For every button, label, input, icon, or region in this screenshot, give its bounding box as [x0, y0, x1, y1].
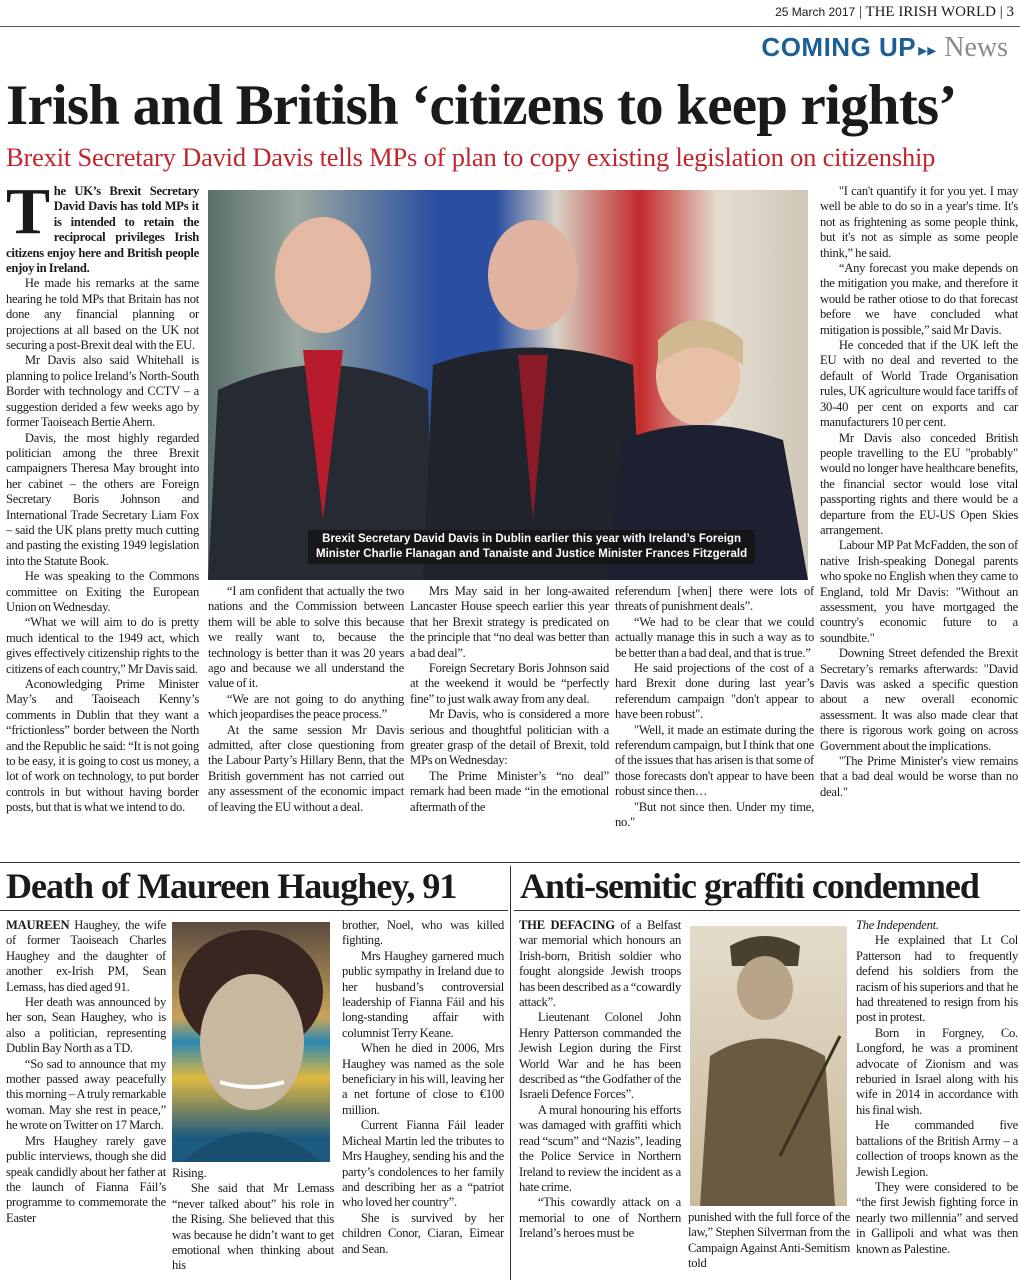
- portrait: [172, 922, 330, 1162]
- kicker: MAUREEN: [6, 918, 70, 932]
- paragraph-list: [6, 995, 166, 1226]
- graffiti-column-1: [519, 918, 681, 1242]
- paragraph: Mr Davis also said Whitehall is planning to police Ireland’s North-South Border with technology and CCTV – a suggestion derided a few weeks ago by former Taoiseach Bertie Ahern.: [6, 353, 199, 430]
- paragraph: Rising.: [172, 1166, 207, 1180]
- section-name: News: [944, 32, 1008, 63]
- patterson-photo: [690, 926, 847, 1206]
- paragraph: He said projections of the cost of a hard Brexit done during last year’s referendum campaign "don't appear to have been robust".: [615, 661, 814, 722]
- headline-rule: [514, 910, 1020, 911]
- paragraph: "The Prime Minister's view remains that a bad deal would be worse than no deal.": [820, 754, 1018, 799]
- paragraph: At the same session Mr Davis admitted, after close questioning from the Labour Party’s Hillary Benn, that the British government has not carried out any assessment of the economic impact of leaving the EU without a deal.: [208, 722, 404, 814]
- caption-line: Brexit Secretary David Davis in Dublin earlier this year with Ireland’s Foreign: [322, 533, 741, 545]
- haughey-headline: Death of Maureen Haughey, 91: [6, 866, 457, 906]
- lead-paragraph: [6, 918, 166, 995]
- graffiti-headline: Anti-semitic graffiti condemned: [520, 866, 979, 906]
- paragraph: “Any forecast you make depends on the mitigation you make, and therefore it would be rather otiose to do that forecast before we have concluded what mitigation is possible,” said Mr Davis.: [820, 261, 1018, 337]
- paragraph: Aconowledging Prime Minister May’s and Taoiseach Kenny’s comments in Dublin that they want a “frictionless” border between the North and the Republic he said: “It is not going to be easy, it is going to cost us money, a lot of work on technology, to put border controls in but without having border posts, but that is what we intend to do.: [6, 677, 199, 815]
- main-photo: [208, 190, 808, 580]
- paragraph-list: [519, 1010, 681, 1241]
- drop-cap: T: [6, 175, 50, 248]
- paragraph-list: [6, 276, 199, 815]
- article-column-3: [410, 584, 609, 815]
- lead-text: Haughey, the wife of former Taoiseach Charles Haughey and the daughter of another ex-Irish PM, Sean Lemass, has died aged 91.: [6, 918, 166, 994]
- article-column-4: [615, 584, 814, 831]
- paragraph: Mrs May said in her long-awaited Lancaster House speech earlier this year that her Brexit strategy is predicated on the principle that “no deal was better than a bad deal”.: [410, 584, 609, 660]
- paragraph: Downing Street defended the Brexit Secretary’s remarks afterwards: "David Davis was asked a specific question about a new overall economic assessment. It was also made clear that there is rigorous work going on across Government about the implications.: [820, 646, 1018, 753]
- paragraph: "I can't quantify it for you yet. I may well be able to do so in a year's time. It's not as frightening as some people think, but it's not as simple as some people think,” he said.: [820, 184, 1018, 260]
- lead-text: of a Belfast war memorial which honours an Irish-born, British soldier who fought alongside Jewish troops has been described as a “cowardly attack”.: [519, 918, 681, 1010]
- paragraph: He conceded that if the UK left the EU with no deal and reverted to the default of World Trade Organisation rules, UK agriculture would face tariffs of 30-40 per cent on exports and car manufacturers 10 per cent.: [820, 338, 1018, 430]
- paragraph-list: [342, 949, 504, 1257]
- paragraph: She said that Mr Lemass “never talked about” his role in the Rising. She believed that this was because he didn’t want to get emotional when thinking about his: [172, 1181, 334, 1273]
- main-subhead: Brexit Secretary David Davis tells MPs of plan to copy existing legislation on citizenship: [6, 142, 936, 172]
- issue-date: 25 March 2017: [775, 5, 856, 19]
- paragraph-list: [820, 184, 1018, 800]
- paragraph: He commanded five battalions of the British Army – a collection of troops known as the Jewish Legion.: [856, 1118, 1018, 1179]
- lead-paragraph: [6, 175, 199, 276]
- paragraph: He was speaking to the Commons committee on Exiting the European Union on Wednesday.: [6, 569, 199, 614]
- paragraph: A mural honouring his efforts was damaged with graffiti which read “scum” and “Nazis”, leading the Police Service in Northern Ireland to review the incident as a hate crime.: [519, 1102, 681, 1194]
- paragraph: Davis, the most highly regarded politician among the three Brexit campaigners Theresa May brought into her cabinet – the others are Foreign Secretary Boris Johnson and International Trade Secretary Liam Fox – said the UK plans pretty much cutting and pasting the existing 1949 legislation into the Statute Book.: [6, 430, 199, 568]
- paragraph: brother, Noel, who was killed fighting.: [342, 918, 504, 948]
- paragraph: referendum [when] there were lots of threats of punishment deals”.: [615, 584, 814, 614]
- paragraph: "But not since then. Under my time, no.": [615, 799, 814, 830]
- haughey-column-1: [6, 918, 166, 1226]
- article-column-1: [6, 175, 199, 816]
- lead-text: he UK’s Brexit Secretary David Davis has told MPs it is intended to retain the reciprocal privileges Irish citizens enjoy here and British people enjoy in Ireland.: [6, 184, 199, 276]
- photo-caption: [308, 530, 755, 564]
- coming-up-label: COMING UP: [761, 32, 917, 62]
- paragraph: Lieutenant Colonel John Henry Patterson commanded the Jewish Legion during the First World War and he has been described as “the Godfather of the Israeli Defence Forces”.: [519, 1010, 681, 1102]
- separator: |: [999, 4, 1003, 20]
- paragraph: Mr Davis also conceded British people travelling to the EU "probably" would no longer have healthcare benefits, the financial sector would lose vital passporting rights and there would be a departure from the EU-US Open Skies arrangement.: [820, 430, 1018, 537]
- portrait: [690, 926, 847, 1206]
- kicker: THE DEFACING: [519, 918, 615, 932]
- photo-figures: [208, 190, 808, 580]
- page-number: 3: [1006, 4, 1014, 20]
- section-divider: [0, 862, 1020, 863]
- paragraph: “This cowardly attack on a memorial to one of Northern Ireland’s heroes must be: [519, 1195, 681, 1241]
- paragraph: “So sad to announce that my mother passed away peacefully this morning – A truly remarkable woman. May she rest in peace,” he wrote on Twitter on 17 March.: [6, 1056, 166, 1133]
- paragraph-list: [410, 584, 609, 815]
- paragraph: He made his remarks at the same hearing he told MPs that Britain has not done any financial planning or projections at all based on the UK not securing a post-Brexit deal with the EU.: [6, 276, 199, 353]
- paragraph: “What we will aim to do is pretty much identical to the 1949 act, which gives effectively citizenship rights to the citizens of each country,” Mr Davis said.: [6, 615, 199, 676]
- paragraph-list: [172, 1181, 334, 1273]
- paper-name: THE IRISH WORLD: [865, 4, 996, 20]
- headline-rule: [0, 910, 508, 911]
- graffiti-column-2: [688, 1210, 850, 1272]
- paragraph: “We are not going to do anything which jeopardises the peace process.”: [208, 691, 404, 722]
- column-divider: [510, 866, 511, 1280]
- section-banner: [761, 32, 1008, 64]
- paragraph: “We had to be clear that we could actually manage this in such a way as to be better than a bad deal, and that is true.”: [615, 614, 814, 660]
- paragraph: The Independent.: [856, 918, 939, 932]
- paragraph: Labour MP Pat McFadden, the son of native Irish-speaking Donegal parents who spoke no English when they came to England, told Mr Davis: "Without an assessment, you have mortgaged the country's economic future to a soundbite.": [820, 538, 1018, 645]
- paragraph: They were considered to be “the first Jewish fighting force in nearly two millennia” and served in Gallipoli and what was then known as Palestine.: [856, 1179, 1018, 1256]
- caption-line: Minister Charlie Flanagan and Tanaiste and Justice Minister Frances Fitzgerald: [316, 548, 748, 560]
- paragraph: She is survived by her children Conor, Ciaran, Eimear and Sean.: [342, 1210, 504, 1256]
- paragraph: “I am confident that actually the two nations and the Commission between them will be able to solve this because we really want to, because the technology is better than it was 20 years ago and because we all understand the value of it.: [208, 584, 404, 691]
- main-headline: Irish and British ‘citizens to keep rights’: [6, 74, 957, 137]
- paragraph: Current Fianna Fáil leader Micheal Martin led the tributes to Mrs Haughey, sending his and the party’s condolences to her family and describing her as a “patriot who loved her country”.: [342, 1118, 504, 1210]
- graffiti-column-3: [856, 918, 1018, 1257]
- page-folio: [775, 4, 1014, 21]
- paragraph-list: [856, 933, 1018, 1257]
- paragraph: Mr Davis, who is considered a more serious and thoughtful politician with a greater grasp of the detail of Brexit, told MPs on Wednesday:: [410, 707, 609, 768]
- paragraph: Born in Forgney, Co. Longford, he was a prominent advocate of Zionism and was reburied in Israel along with his wife in 2014 in accordance with his final wish.: [856, 1025, 1018, 1117]
- haughey-column-3: [342, 918, 504, 1257]
- article-column-5: [820, 184, 1018, 800]
- article-column-2: [208, 584, 404, 815]
- paragraph: He explained that Lt Col Patterson had to frequently defend his soldiers from the racism of his superiors and that he had threatened to resign from his post in protest.: [856, 933, 1018, 1025]
- haughey-column-2: [172, 1166, 334, 1274]
- paragraph: Mrs Haughey garnered much public sympathy in Ireland due to her husband’s controversial leadership of Fianna Fáil and his long-standing affair with columnist Terry Keane.: [342, 948, 504, 1040]
- header-rule: [0, 26, 1020, 27]
- paragraph: "Well, it made an estimate during the referendum campaign, but I think that one of the issues that has arisen is that some of those forecasts don't appear to have been robust since then…: [615, 722, 814, 799]
- double-arrow-icon: ▸▸: [918, 40, 937, 61]
- paragraph: Foreign Secretary Boris Johnson said at the weekend it would be “perfectly fine” to just walk away from any deal.: [410, 661, 609, 706]
- paragraph: punished with the full force of the law,” Stephen Silverman from the Campaign Against Anti-Semitism told: [688, 1210, 850, 1271]
- paragraph-list: [615, 615, 814, 831]
- paragraph: The Prime Minister’s “no deal” remark had been made “in the emotional aftermath of the: [410, 768, 609, 814]
- paragraph: Her death was announced by her son, Sean Haughey, who is also a politician, representing Dublin Bay North as a TD.: [6, 995, 166, 1056]
- paragraph: When he died in 2006, Mrs Haughey was named as the sole beneficiary in his will, leaving her a net fortune of close to €100 million.: [342, 1041, 504, 1117]
- paragraph-list: [208, 584, 404, 815]
- paragraph: Mrs Haughey rarely gave public interviews, though she did speak candidly about her father at the launch of Fianna Fáil’s programme to commemorate the Easter: [6, 1133, 166, 1225]
- separator: |: [858, 4, 862, 20]
- maureen-haughey-photo: [172, 922, 330, 1162]
- lead-paragraph: [519, 918, 681, 1010]
